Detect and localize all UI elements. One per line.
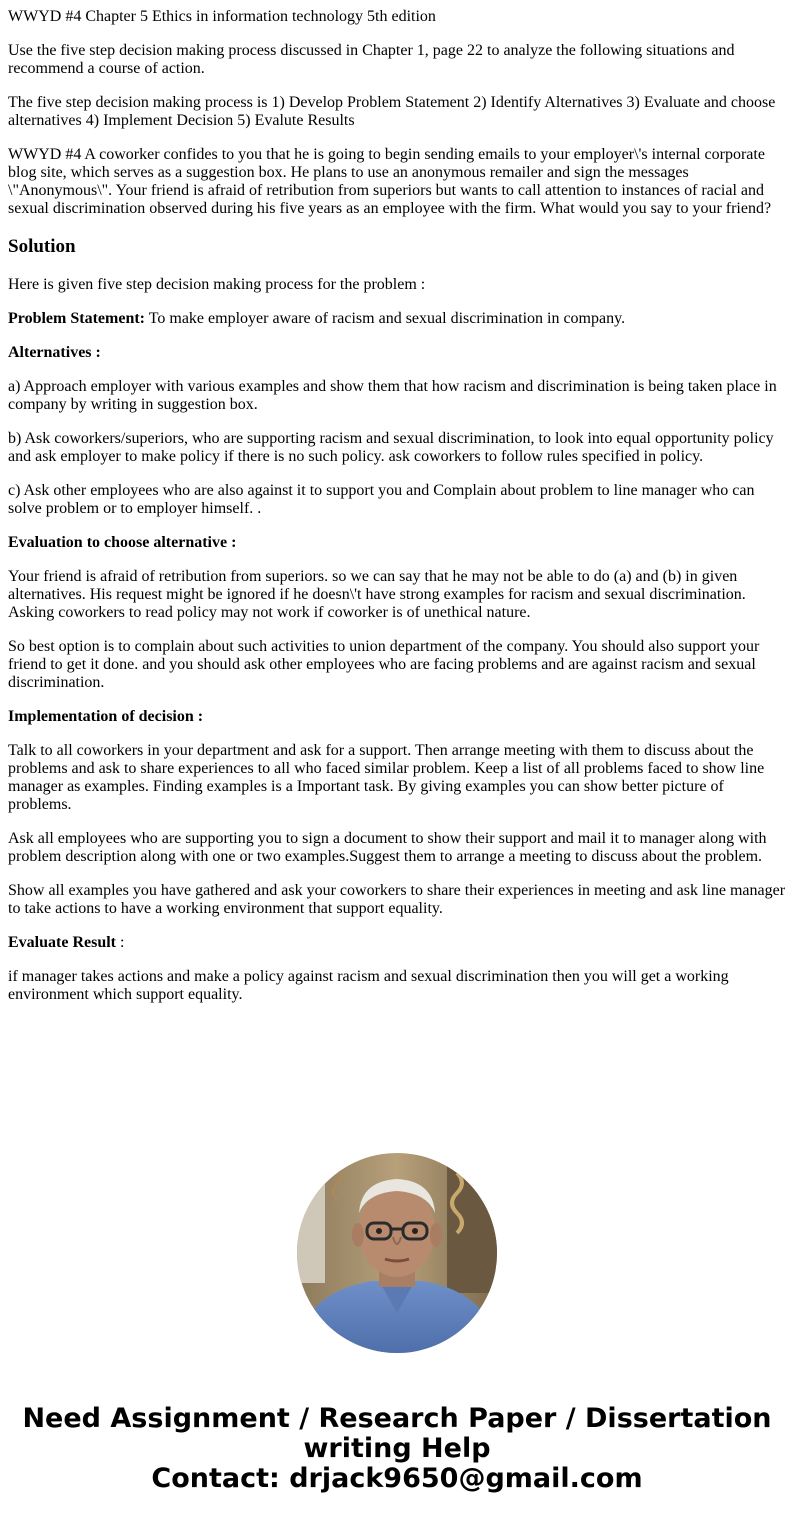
evaluation-heading-text: Evaluation to choose alternative : bbox=[8, 534, 237, 551]
problem-statement-label: Problem Statement: bbox=[8, 310, 145, 327]
promo-contact: Contact: drjack9650@gmail.com bbox=[151, 1463, 643, 1494]
implementation-paragraph-1: Talk to all coworkers in your department and ask for a support. Then arrange meeting with them to discuss about the problems and ask to share experiences to all who faced similar problem. Keep a list of all problems faced to show line manager as examples. Finding examples is a Important task. By giving examples you can show better picture of problems. bbox=[8, 742, 765, 813]
evaluate-result-heading bbox=[8, 934, 786, 952]
evaluate-result-label: Evaluate Result bbox=[8, 934, 116, 951]
evaluation-heading bbox=[8, 534, 786, 552]
promo-banner bbox=[0, 1404, 794, 1494]
evaluate-result-text: if manager takes actions and make a policy against racism and sexual discrimination then you will get a working environment which support equality. bbox=[8, 968, 729, 1003]
alternative-a: a) Approach employer with various examples and show them that how racism and discrimination is being taken place in company by writing in suggestion box. bbox=[8, 378, 777, 413]
implementation-heading bbox=[8, 708, 786, 726]
alternatives-heading-text: Alternatives : bbox=[8, 344, 101, 361]
implementation-heading-text: Implementation of decision : bbox=[8, 708, 204, 725]
implementation-paragraph-3: Show all examples you have gathered and ask your coworkers to share their experiences in meeting and ask line manager to take actions to have a working environment that support equality. bbox=[8, 882, 786, 917]
solution-heading: Solution bbox=[8, 236, 76, 257]
question-instruction: Use the five step decision making process discussed in Chapter 1, page 22 to analyze the following situations and recommend a course of action. bbox=[8, 42, 735, 77]
evaluation-paragraph-2: So best option is to complain about such activities to union department of the company. You should also support your friend to get it done. and you should ask other employees who are facing problems and are against racism and sexual discrimination. bbox=[8, 638, 760, 691]
person-photo-icon bbox=[297, 1153, 497, 1353]
implementation-paragraph-2: Ask all employees who are supporting you to sign a document to show their support and mail it to manager along with problem description along with one or two examples.Suggest them to arrange a meeting to discuss about the problem. bbox=[8, 830, 767, 865]
question-title: WWYD #4 Chapter 5 Ethics in information technology 5th edition bbox=[8, 8, 436, 25]
alternatives-heading bbox=[8, 344, 786, 362]
promo-line-1: Need Assignment / Research Paper / Dissertation writing Help bbox=[22, 1403, 772, 1464]
evaluate-result-suffix: : bbox=[116, 934, 125, 951]
document-body bbox=[8, 0, 786, 1020]
problem-statement-text: To make employer aware of racism and sexual discrimination in company. bbox=[145, 310, 626, 327]
alternative-b: b) Ask coworkers/superiors, who are supporting racism and sexual discrimination, to look into equal opportunity policy and ask employer to make policy if there is no such policy. ask coworkers to follow rules specified in policy. bbox=[8, 430, 774, 465]
avatar bbox=[297, 1153, 497, 1353]
process-description: The five step decision making process is 1) Develop Problem Statement 2) Identify Alternatives 3) Evaluate and choose alternatives 4) Implement Decision 5) Evalute Results bbox=[8, 94, 776, 129]
scenario-text: WWYD #4 A coworker confides to you that he is going to begin sending emails to your employer\'s internal corporate blog site, which serves as a suggestion box. He plans to use an anonymous remailer and sign the messages \"Anonymous\". Your friend is afraid of retribution from superiors but wants to call attention to instances of racial and sexual discrimination observed during his five years as an employee with the firm. What would you say to your friend? bbox=[8, 146, 772, 217]
evaluation-paragraph-1: Your friend is afraid of retribution from superiors. so we can say that he may not be able to do (a) and (b) in given alternatives. His request might be ignored if he doesn\'t have strong examples for racism and sexual discrimination. Asking coworkers to read policy may not work if coworker is of unethical nature. bbox=[8, 568, 746, 621]
alternative-c: c) Ask other employees who are also against it to support you and Complain about problem to line manager who can solve problem or to employer himself. . bbox=[8, 482, 755, 517]
problem-statement bbox=[8, 310, 786, 328]
solution-intro: Here is given five step decision making process for the problem : bbox=[8, 276, 426, 293]
